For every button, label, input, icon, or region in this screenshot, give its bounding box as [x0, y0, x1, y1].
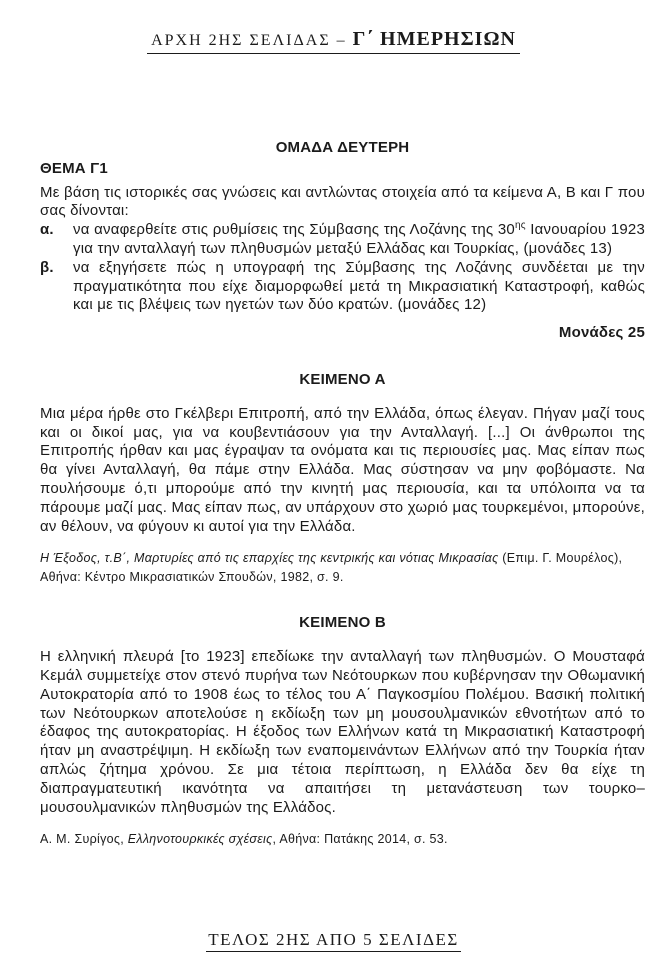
- header-page-label: ΑΡΧΗ 2ΗΣ ΣΕΛΙΔΑΣ –: [151, 32, 353, 49]
- theme-title: ΘΕΜΑ Γ1: [40, 159, 108, 177]
- page-footer-text: ΤΕΛΟΣ 2ΗΣ ΑΠΟ 5 ΣΕΛΙΔΕΣ: [206, 930, 461, 952]
- text-b-citation: [40, 830, 645, 849]
- question-b-label: β.: [40, 258, 54, 276]
- text-b-citation-details: , Αθήνα: Πατάκης 2014, σ. 53.: [272, 832, 448, 847]
- text-b-title: ΚΕΙΜΕΝΟ Β: [299, 614, 386, 632]
- question-item-b: [40, 259, 645, 315]
- question-a-text-start: να αναφερθείτε στις ρυθμίσεις της Σύμβασης της Λοζάνης της 30: [73, 221, 515, 239]
- question-b-text: να εξηγήσετε πώς η υπογραφή της Σύμβασης της Λοζάνης συνδέεται με την πραγματικότητα που είχε διαμορφωθεί μετά τη Μικρασιατική Καταστροφή, καθώς και με τις βλέψεις των ηγετών των δύο κρατών. (μονάδες 12): [73, 258, 645, 314]
- group-title: ΟΜΑΔΑ ΔΕΥΤΕΡΗ: [275, 139, 410, 156]
- question-a-text-end: Ιανουαρίου 1923 για την ανταλλαγή των πληθυσμών μεταξύ Ελλάδας και Τουρκίας, (μονάδες 13): [73, 221, 645, 257]
- text-a-citation-source: Η Έξοδος, τ.Β΄, Μαρτυρίες από τις επαρχίες της κεντρικής και νότιας Μικρασίας: [40, 551, 499, 566]
- header-exam-type: Γ΄ ΗΜΕΡΗΣΙΩΝ: [352, 28, 516, 50]
- page-header-text: [147, 28, 520, 54]
- question-item-a: [40, 221, 645, 259]
- points-total: Μονάδες 25: [558, 324, 645, 342]
- text-a-citation-details: (Επιμ. Γ. Μουρέλος), Αθήνα: Κέντρο Μικρασιατικών Σπουδών, 1982, σ. 9.: [40, 551, 623, 584]
- theme-intro: Με βάση τις ιστορικές σας γνώσεις και αντλώντας στοιχεία από τα κείμενα Α, Β και Γ που σας δίνονται:: [40, 183, 645, 220]
- ordinal-superscript: ης: [514, 220, 526, 232]
- text-a-citation: [40, 549, 645, 586]
- page-footer: [0, 930, 667, 952]
- page-content: [40, 139, 645, 849]
- page-header: [0, 28, 667, 54]
- text-a-title: ΚΕΙΜΕΝΟ Α: [299, 370, 386, 388]
- text-b-citation-source: Ελληνοτουρκικές σχέσεις: [127, 832, 273, 847]
- question-a-text: [73, 221, 645, 259]
- question-a-label: α.: [40, 221, 54, 239]
- text-b-citation-author: Α. Μ. Συρίγος,: [40, 832, 128, 847]
- text-a-body: Μια μέρα ήρθε στο Γκέλβερι Επιτροπή, από την Ελλάδα, όπως έλεγαν. Πήγαν μαζί τους και οι δικοί μας, για να κουβεντιάσουν για την Ανταλλαγή. [...] Οι άνθρωποι της Επιτροπής ήρθαν και μας έγραψαν τα ονόματα και τις περιουσίες μας. Μας είπαν πως θα γίνει Ανταλλαγή, θα πάμε στην Ελλάδα. Μας σύστησαν να μην φοβόμαστε. Να πουλήσουμε ό,τι μπορούμε από την κινητή μας περιουσία, και τα υπόλοιπα να τα πάρουμε μαζί μας. Μας είπαν πως, αν υπάρχουν στο χωριό μας τουρκεμένοι, μπορούνε, αν θέλουν, να φύγουν κι αυτοί για την Ελλάδα.: [40, 404, 645, 535]
- text-b-body: Η ελληνική πλευρά [το 1923] επεδίωκε την ανταλλαγή των πληθυσμών. Ο Μουσταφά Κεμάλ συμμετείχε στον στενό πυρήνα των Νεότουρκων που κυβέρνησαν την Οθωμανική Αυτοκρατορία από το 1908 έως το τέλος του Α΄ Παγκοσμίου Πολέμου. Βασική πολιτική των Νεότουρκων αποτελούσε η εκδίωξη των μη μουσουλμανικών εθνοτήτων από το έδαφος της αυτοκρατορίας. Η έξοδος των Ελλήνων κατά τη Μικρασιατική Καταστροφή ήταν μη αναστρέψιμη. Η εκδίωξη των εναπομεινάντων Ελλήνων από την Τουρκία ήταν απλώς ζήτημα χρόνου. Σε μια τέτοια περίπτωση, η Ελλάδα δεν θα είχε τη διαπραγματευτική ικανότητα να απαιτήσει τη μετανάστευση των τουρκο–μουσουλμανικών πληθυσμών της Ελλάδος.: [40, 648, 645, 816]
